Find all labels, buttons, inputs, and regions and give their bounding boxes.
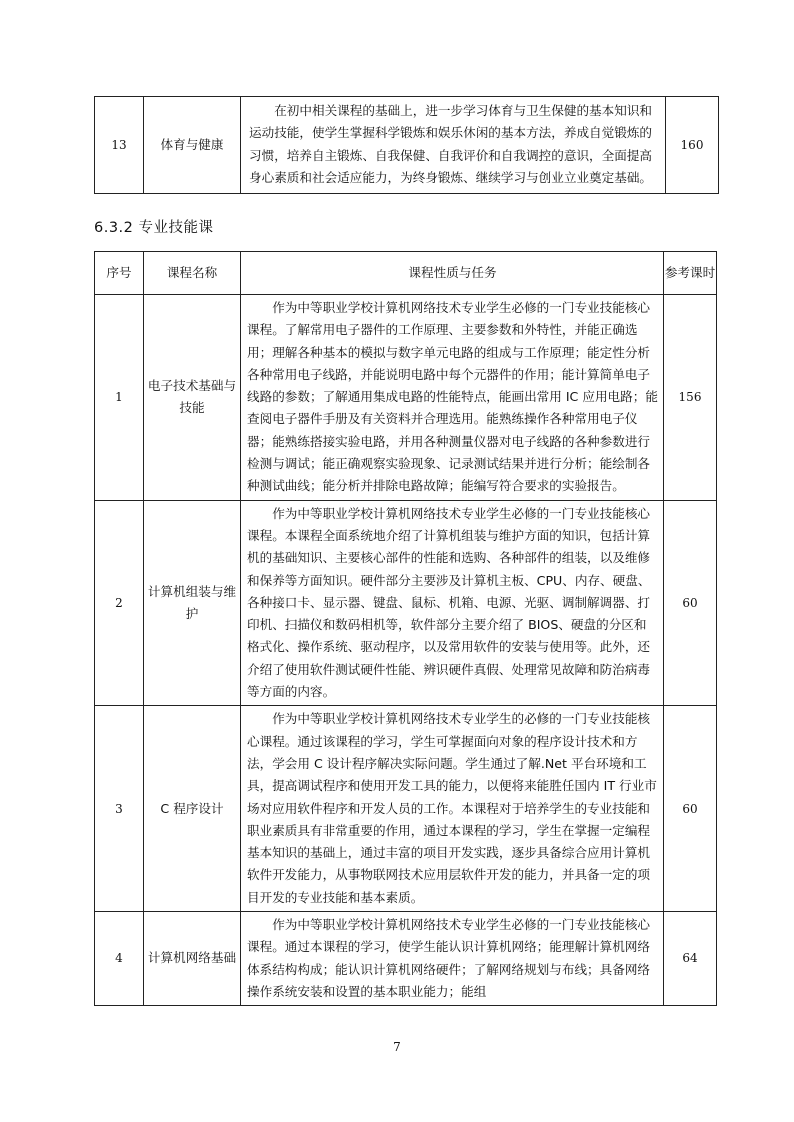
table-row [95, 500, 717, 706]
course-number: 13 [95, 97, 144, 194]
course-description: 作为中等职业学校计算机网络技术专业学生必修的一门专业技能核心课程。本课程全面系统地介绍了计算机组装与维护方面的知识，包括计算机的基础知识、主要核心部件的性能和选购、各种部件的组装，以及维修和保养等方面知识。硬件部分主要涉及计算机主板、CPU、内存、硬盘、各种接口卡、显示器、键盘、鼠标、机箱、电源、光驱、调制解调器、打印机、扫描仪和数码相机等，软件部分主要介绍了 BIOS、硬盘的分区和格式化、操作系统、驱动程序，以及常用软件的安装与使用等。此外，还介绍了使用软件测试硬件性能、辨识硬件真假、处理常见故障和防治病毒等方面的内容。 [241, 500, 664, 706]
course-description: 作为中等职业学校计算机网络技术专业学生必修的一门专业技能核心课程。了解常用电子器件的工作原理、主要参数和外特性，并能正确选用；理解各种基本的模拟与数字单元电路的组成与工作原理；能定性分析各种常用电子线路，并能说明电路中每个元器件的作用；能计算简单电子线路的参数；了解通用集成电路的性能特点，能画出常用 IC 应用电路；能查阅电子器件手册及有关资料并合理选用。能熟练操作各种常用电子仪器；能熟练搭接实验电路，并用各种测量仪器对电子线路的各种参数进行检测与调试；能正确观察实验现象、记录测试结果并进行分析；能绘制各种测试曲线；能分析并排除电路故障；能编写符合要求的实验报告。 [241, 295, 664, 501]
course-hours: 156 [664, 295, 717, 501]
page-number: 7 [393, 1040, 401, 1054]
course-number: 2 [95, 500, 144, 706]
section-title: 6.3.2 专业技能课 [94, 220, 214, 236]
course-name: C 程序设计 [144, 706, 241, 912]
header-hours: 参考课时 [664, 252, 717, 295]
table-row [95, 706, 717, 912]
course-name: 体育与健康 [144, 97, 241, 194]
course-name: 计算机组装与维护 [144, 500, 241, 706]
course-description: 作为中等职业学校计算机网络技术专业学生的必修的一门专业技能核心课程。通过该课程的学习，学生可掌握面向对象的程序设计技术和方法，学会用 C 设计程序解决实际问题。学生通过了解.Net 平台环境和工具，提高调试程序和使用开发工具的能力，以便将来能胜任国内 IT 行业市场对应用软件程序和开发人员的工作。本课程对于培养学生的专业技能和职业素质具有非常重要的作用，通过本课程的学习，学生在掌握一定编程基本知识的基础上，通过丰富的项目开发实践，逐步具备综合应用计算机软件开发能力，从事物联网技术应用层软件开发的能力，并具备一定的项目开发的专业技能和基本素质。 [241, 706, 664, 912]
course-hours: 64 [664, 912, 717, 1006]
course-hours: 60 [664, 500, 717, 706]
header-number: 序号 [95, 252, 144, 295]
header-course-name: 课程名称 [144, 252, 241, 295]
table-row [95, 295, 717, 501]
course-number: 3 [95, 706, 144, 912]
course-hours: 160 [666, 97, 719, 194]
professional-skills-course-table [94, 251, 717, 1006]
course-description: 在初中相关课程的基础上，进一步学习体育与卫生保健的基本知识和运动技能，使学生掌握科学锻炼和娱乐休闲的基本方法，养成自觉锻炼的习惯，培养自主锻炼、自我保健、自我评价和自我调控的意识，全面提高身心素质和社会适应能力，为终身锻炼、继续学习与创业立业奠定基础。 [241, 97, 666, 194]
header-description: 课程性质与任务 [241, 252, 664, 295]
course-name: 计算机网络基础 [144, 912, 241, 1006]
course-number: 1 [95, 295, 144, 501]
table-row [95, 912, 717, 1006]
course-hours: 60 [664, 706, 717, 912]
previous-course-table [94, 96, 719, 194]
course-name: 电子技术基础与技能 [144, 295, 241, 501]
course-description: 作为中等职业学校计算机网络技术专业学生必修的一门专业技能核心课程。通过本课程的学习，使学生能认识计算机网络；能理解计算机网络体系结构构成；能认识计算机网络硬件；了解网络规划与布线；具备网络操作系统安装和设置的基本职业能力；能组 [241, 912, 664, 1006]
table-header-row [95, 252, 717, 295]
table-row [95, 97, 719, 194]
course-number: 4 [95, 912, 144, 1006]
